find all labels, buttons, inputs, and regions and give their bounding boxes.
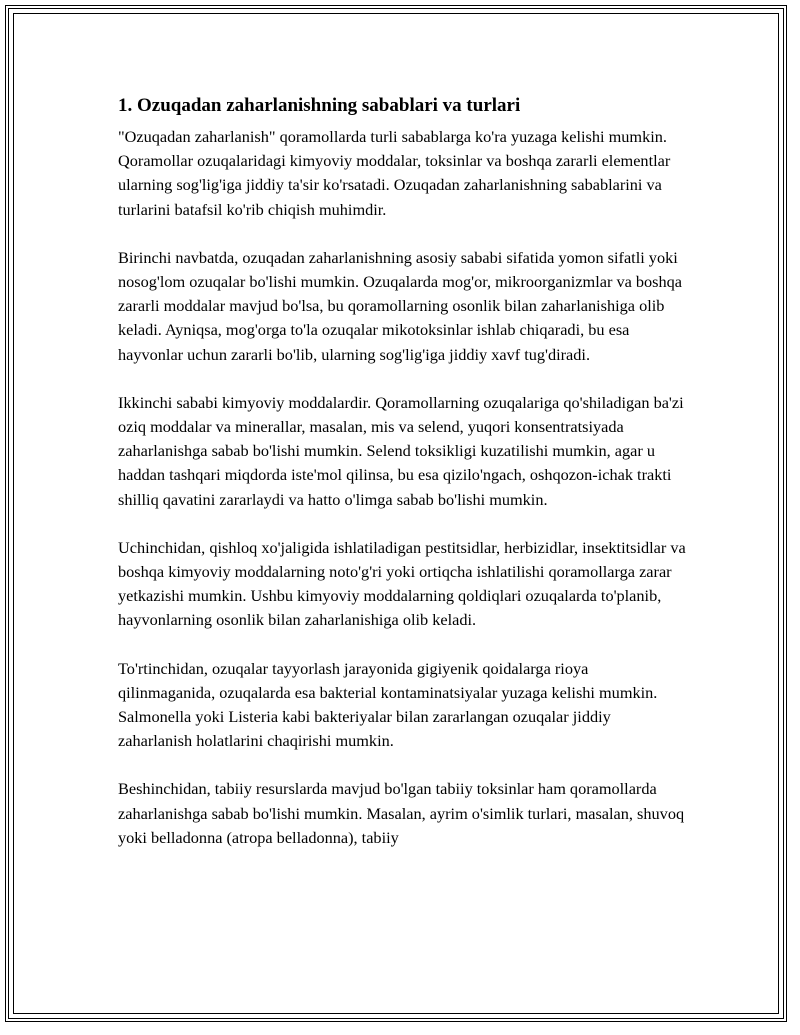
paragraph-1: "Ozuqadan zaharlanish" qoramollarda turli sabablarga ko'ra yuzaga kelishi mumkin. Qoramollar ozuqalaridagi kimyoviy moddalar, toksinlar va boshqa zararli elementlar ularning sog'lig'iga jiddiy ta'sir ko'rsatadi. Ozuqadan zaharlanishning sabablarini va turlarini batafsil ko'rib chiqish muhimdir. <box>118 127 671 219</box>
paragraph-4: Uchinchidan, qishloq xo'jaligida ishlatiladigan pestitsidlar, herbizidlar, insektitsidlar va boshqa kimyoviy moddalarning noto'g'ri yoki ortiqcha ishlatilishi qoramollarga zarar yetkazishi mumkin. Ushbu kimyoviy moddalarning qoldiqlari ozuqalarda to'planib, hayvonlarning osonlik bilan zaharlanishiga olib keladi. <box>118 537 686 630</box>
document-body <box>118 93 688 850</box>
paragraph-5: To'rtinchidan, ozuqalar tayyorlash jarayonida gigiyenik qoidalarga rioya qilinmaganida, ozuqalarda esa bakterial kontaminatsiyalar yuzaga kelishi mumkin. Salmonella yoki Listeria kabi bakteriyalar bilan zararlangan ozuqalar jiddiy zaharlanish holatlarini chaqirishi mumkin. <box>118 658 658 751</box>
paragraph-6: Beshinchidan, tabiiy resurslarda mavjud bo'lgan tabiiy toksinlar ham qoramollarda zaharlanishga sabab bo'lishi mumkin. Masalan, ayrim o'simlik turlari, masalan, shuvoq yoki belladonna (atropa belladonna), tabiiy <box>118 779 685 847</box>
paragraph-3: Ikkinchi sababi kimyoviy moddalardir. Qoramollarning ozuqalariga qo'shiladigan ba'zi oziq moddalar va minerallar, masalan, mis va selend, yuqori konsentratsiyada zaharlanishga sabab bo'lishi mumkin. Selend toksikligi kuzatilishi mumkin, agar u haddan tashqari miqdorda iste'mol qilinsa, bu esa qizilo'ngach, oshqozon-ichak trakti shilliq qavatini zararlaydi va hatto o'limga sabab bo'lishi mumkin. <box>118 392 684 509</box>
section-heading: 1. Ozuqadan zaharlanishning sabablari va turlari <box>118 95 521 116</box>
paragraph-2: Birinchi navbatda, ozuqadan zaharlanishning asosiy sababi sifatida yomon sifatli yoki nosog'lom ozuqalar bo'lishi mumkin. Ozuqalarda mog'or, mikroorganizmlar va boshqa zararli moddalar mavjud bo'lsa, bu qoramollarning osonlik bilan zaharlanishiga olib keladi. Ayniqsa, mog'orga to'la ozuqalar mikotoksinlar ishlab chiqaradi, bu esa hayvonlar uchun zararli bo'lib, ularning sog'lig'iga jiddiy xavf tug'diradi. <box>118 247 683 364</box>
